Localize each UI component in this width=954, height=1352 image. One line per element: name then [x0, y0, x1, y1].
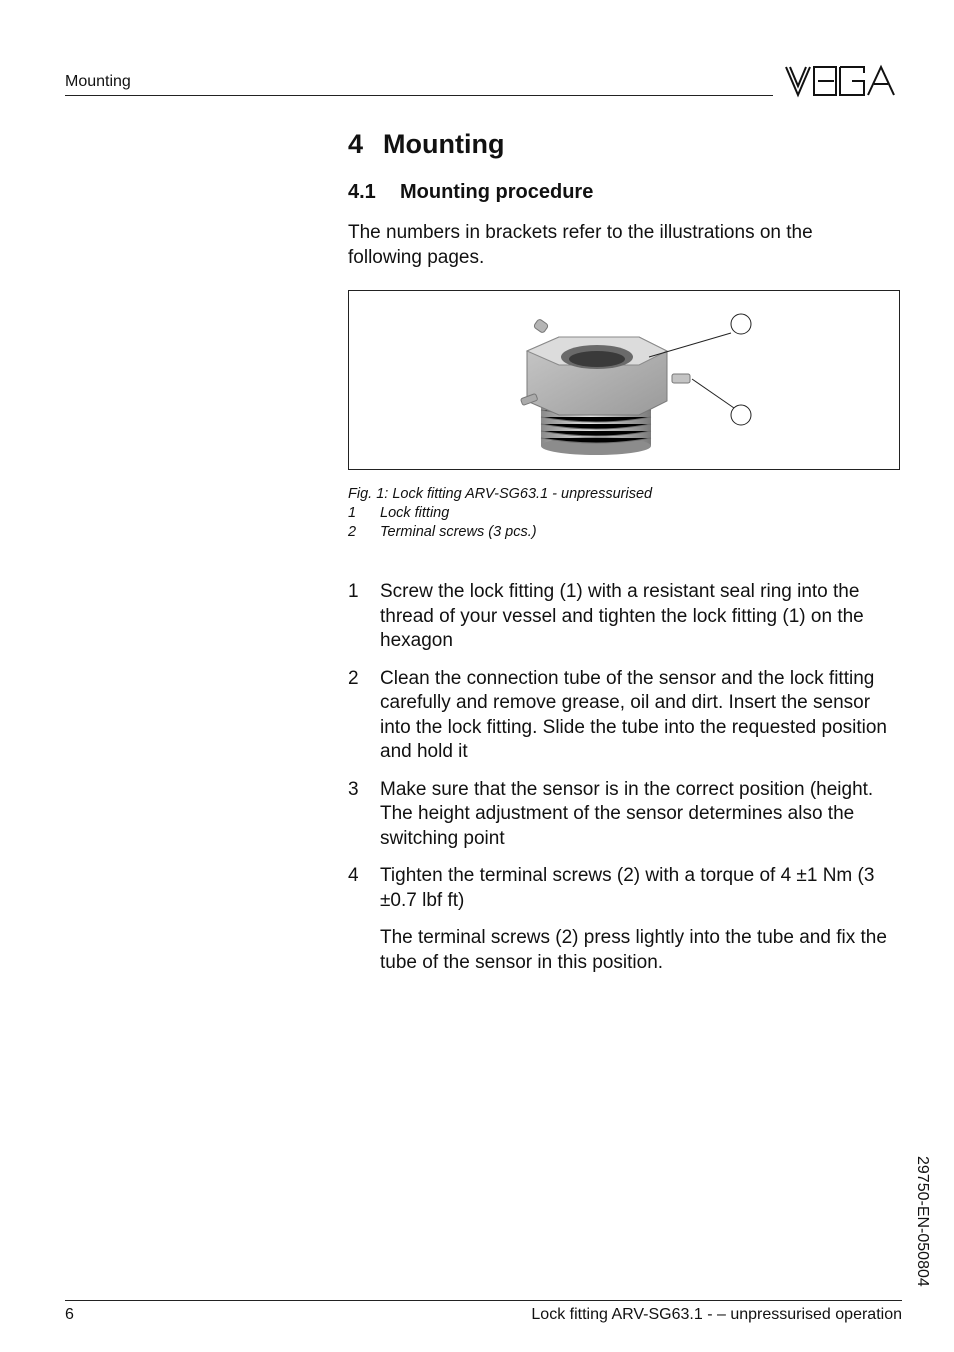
procedure-step	[348, 667, 904, 765]
legend-text: Terminal screws (3 pcs.)	[380, 524, 537, 540]
legend-number: 1	[348, 505, 357, 521]
chapter-heading	[348, 129, 504, 160]
step-text: Screw the lock fitting (1) with a resistant seal ring into the thread of your vessel and tighten the lock fitting (1) on the hexagon	[380, 581, 864, 651]
procedure-step	[348, 864, 904, 913]
figure-caption-block	[348, 485, 652, 542]
chapter-title: Mounting	[383, 129, 505, 159]
section-number: 4.1	[348, 181, 376, 203]
header-section-label: Mounting	[65, 73, 131, 90]
procedure-step	[348, 580, 904, 654]
step-number: 2	[348, 667, 359, 689]
figure-caption: Fig. 1: Lock fitting ARV-SG63.1 - unpressurised	[348, 486, 653, 502]
callout-line-1	[649, 333, 731, 357]
step-text: Make sure that the sensor is in the correct position (height. The height adjustment of the sensor determines also the switching point	[380, 778, 874, 849]
section-title: Mounting procedure	[400, 181, 594, 203]
figure-legend-item	[348, 523, 652, 542]
callout-line-2	[692, 379, 734, 408]
procedure-step	[348, 778, 904, 852]
section-heading	[348, 181, 593, 204]
lock-fitting-illustration	[349, 291, 901, 471]
page-number: 6	[65, 1306, 74, 1323]
chapter-number: 4	[348, 129, 364, 159]
header-rule	[65, 95, 773, 96]
terminal-screw	[672, 374, 690, 383]
legend-text: Lock fitting	[380, 505, 450, 521]
footer-rule	[65, 1300, 902, 1301]
step-4-note: The terminal screws (2) press lightly into the tube and fix the tube of the sensor in this position.	[380, 927, 887, 973]
step-number: 4	[348, 865, 359, 886]
callout-marker-2	[731, 405, 751, 425]
procedure-steps	[348, 580, 904, 975]
callout-marker-1	[731, 314, 751, 334]
step-number: 1	[348, 581, 359, 602]
terminal-screw	[533, 318, 549, 333]
step-text: Clean the connection tube of the sensor and the lock fitting carefully and remove grease, oil and dirt. Insert the sensor into the lock fitting. Slide the tube into the requested position and hold it	[380, 667, 887, 762]
document-code: 29750-EN-050804	[914, 1156, 931, 1287]
step-number: 3	[348, 778, 359, 800]
figure-legend-item	[348, 504, 652, 523]
figure-frame	[348, 290, 900, 470]
footer-title: Lock fitting ARV-SG63.1 - – unpressurised operation	[531, 1306, 902, 1323]
vega-logo	[784, 64, 902, 98]
legend-number: 2	[348, 524, 357, 540]
intro-paragraph: The numbers in brackets refer to the illustrations on the following pages.	[348, 222, 813, 268]
step-text: Tighten the terminal screws (2) with a torque of 4 ±1 Nm (3 ±0.7 lbf ft)	[380, 865, 875, 911]
